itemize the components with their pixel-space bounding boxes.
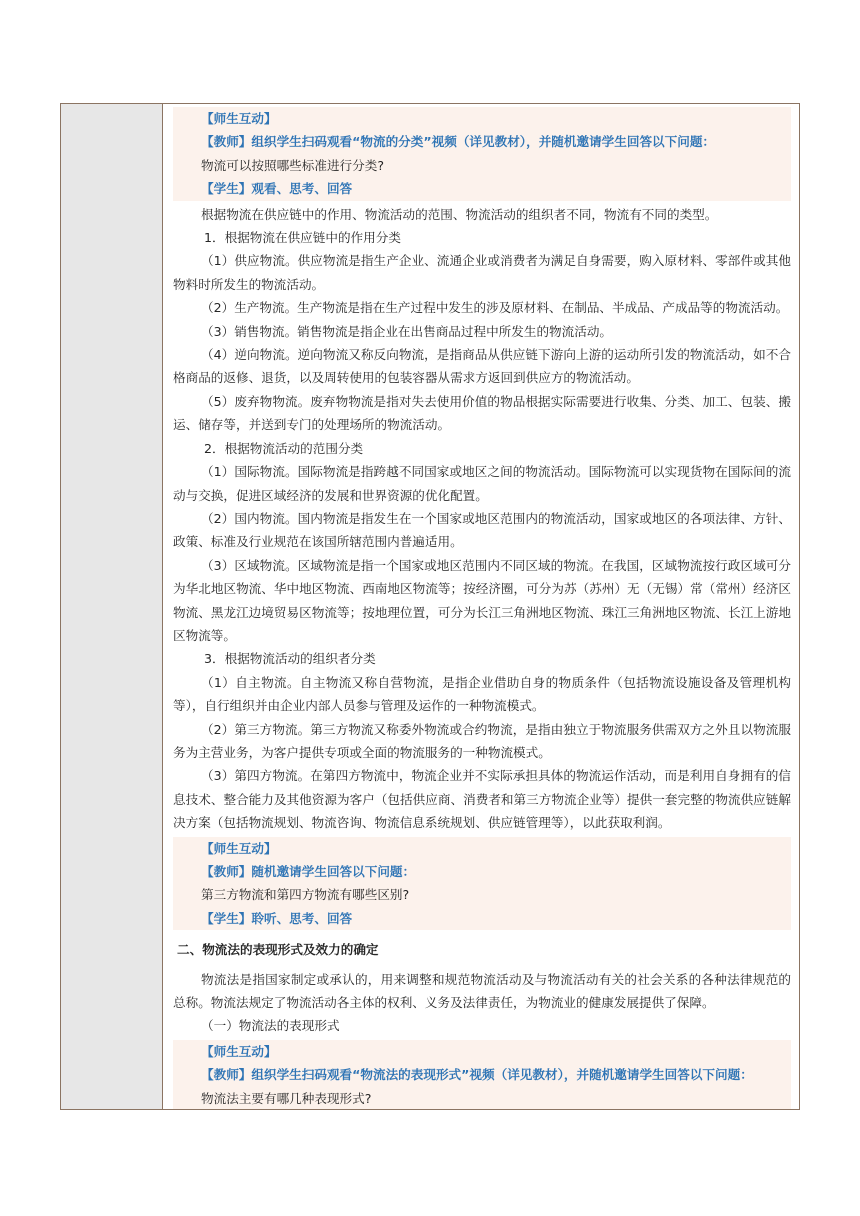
production-logistics-paragraph: （2）生产物流。生产物流是指在生产过程中发生的涉及原材料、在制品、半成品、产成品等的物流活动。 bbox=[201, 300, 789, 316]
third-party-logistics-paragraph: （2）第三方物流。第三方物流又称委外物流或合约物流，是指由独立于物流服务供需双方之外且以物流服务为主营业务，为客户提供专项或全面的物流服务的一种物流模式。 bbox=[173, 721, 791, 760]
discussion-question: 物流可以按照哪些标准进行分类? bbox=[201, 157, 384, 173]
interaction-tag: 【师生互动】 bbox=[201, 111, 277, 126]
interaction-tag: 【师生互动】 bbox=[201, 1043, 277, 1059]
teacher-instruction: 【教师】随机邀请学生回答以下问题： bbox=[201, 864, 416, 879]
student-activity: 【学生】聆听、思考、回答 bbox=[201, 910, 353, 926]
teacher-instruction: 【教师】组织学生扫码观看“物流法的表现形式”视频（详见教材），并随机邀请学生回答以下问题： bbox=[201, 1067, 753, 1083]
heading-by-organizer: 3．根据物流活动的组织者分类 bbox=[204, 651, 376, 667]
regional-logistics-paragraph: （3）区域物流。区域物流是指一个国家或地区范围内不同区域的物流。在我国，区域物流按行政区域可分为华北地区物流、华中地区物流、西南地区物流等；按经济圈，可分为苏（苏州）无（无锡）常（常州）经济区物流、黑龙江边境贸易区物流等；按地理位置，可分为长江三角洲地区物流、珠江三角洲地区物流、长江上游地区物流等。 bbox=[173, 557, 791, 643]
table-content-column bbox=[163, 104, 799, 1109]
discussion-question: 第三方物流和第四方物流有哪些区别? bbox=[201, 887, 410, 903]
heading-by-scope: 2．根据物流活动的范围分类 bbox=[204, 440, 364, 456]
sales-logistics-paragraph: （3）销售物流。销售物流是指企业在出售商品过程中所发生的物流活动。 bbox=[201, 323, 613, 339]
international-logistics-paragraph: （1）国际物流。国际物流是指跨越不同国家或地区之间的物流活动。国际物流可以实现货物在国际间的流动与交换，促进区域经济的发展和世界资源的优化配置。 bbox=[173, 464, 791, 503]
student-activity: 【学生】观看、思考、回答 bbox=[201, 181, 353, 197]
interaction-box-3 bbox=[173, 1040, 791, 1109]
reverse-logistics-paragraph: （4）逆向物流。逆向物流又称反向物流，是指商品从供应链下游向上游的运动所引发的物流活动，如不合格商品的返修、退货，以及周转使用的包装容器从需求方返回到供应方的物流活动。 bbox=[173, 347, 791, 386]
domestic-logistics-paragraph: （2）国内物流。国内物流是指发生在一个国家或地区范围内的物流活动，国家或地区的各项法律、方针、政策、标准及行业规范在该国所辖范围内普遍适用。 bbox=[173, 510, 791, 550]
interaction-tag: 【师生互动】 bbox=[201, 840, 277, 856]
fourth-party-logistics-paragraph: （3）第四方物流。在第四方物流中，物流企业并不实际承担具体的物流运作活动，而是利用自身拥有的信息技术、整合能力及其他资源为客户（包括供应商、消费者和第三方物流企业等）提供一套完整的物流供应链解决方案（包括物流规划、物流咨询、物流信息系统规划、供应链管理等），以此获取利润。 bbox=[173, 768, 791, 831]
heading-by-supply-chain: 1．根据物流在供应链中的作用分类 bbox=[204, 230, 401, 246]
subsection-heading: （一）物流法的表现形式 bbox=[201, 1018, 340, 1034]
section-title: 二、物流法的表现形式及效力的确定 bbox=[177, 942, 379, 958]
law-intro-paragraph: 物流法是指国家制定或承认的，用来调整和规范物流活动及与物流活动有关的社会关系的各种法律规范的总称。物流法规定了物流活动各主体的权利、义务及法律责任，为物流业的健康发展提供了保障。 bbox=[173, 971, 791, 1011]
teacher-instruction: 【教师】组织学生扫码观看“物流的分类”视频（详见教材），并随机邀请学生回答以下问题： bbox=[201, 134, 716, 150]
waste-logistics-paragraph: （5）废弃物物流。废弃物物流是指对失去使用价值的物品根据实际需要进行收集、分类、加工、包装、搬运、储存等，并送到专门的处理场所的物流活动。 bbox=[173, 393, 791, 433]
table-left-column bbox=[61, 104, 163, 1109]
lesson-table bbox=[60, 103, 800, 1110]
interaction-box-2 bbox=[173, 837, 791, 931]
supply-logistics-paragraph: （1）供应物流。供应物流是指生产企业、流通企业或消费者为满足自身需要，购入原材料、零部件或其他物料时所发生的物流活动。 bbox=[173, 253, 791, 292]
discussion-question: 物流法主要有哪几种表现形式? bbox=[201, 1090, 372, 1106]
intro-paragraph: 根据物流在供应链中的作用、物流活动的范围、物流活动的组织者不同，物流有不同的类型。 bbox=[201, 206, 718, 222]
self-logistics-paragraph: （1）自主物流。自主物流又称自营物流，是指企业借助自身的物质条件（包括物流设施设备及管理机构等），自行组织并由企业内部人员参与管理及运作的一种物流模式。 bbox=[173, 674, 791, 714]
interaction-box-1 bbox=[173, 107, 791, 201]
